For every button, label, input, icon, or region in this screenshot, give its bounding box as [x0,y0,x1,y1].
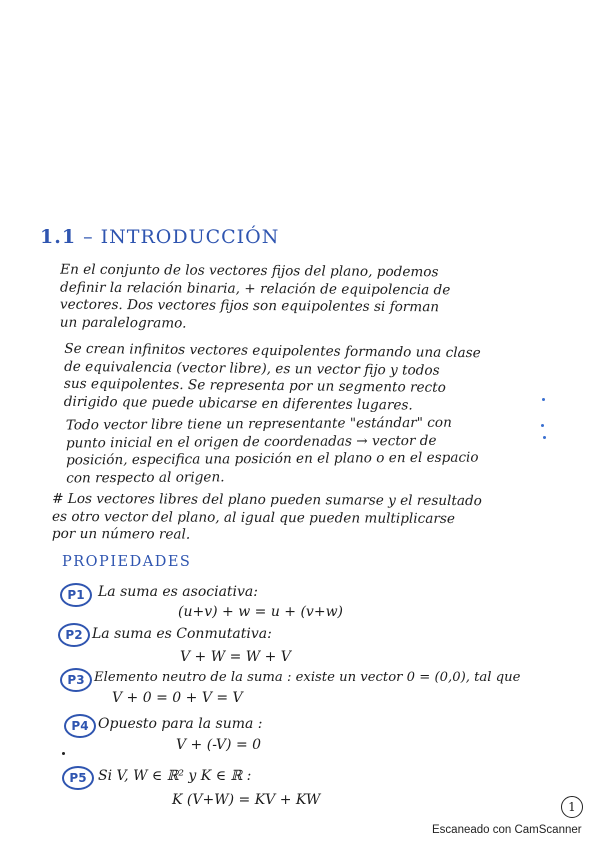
property-badge-p5: P5 [62,766,94,790]
text-line: de equivalencia (vector libre), es un vector fijo y todos [64,358,440,379]
paragraph-intro [60,262,451,335]
section-number: 1.1 [40,226,77,248]
property-text-p1: La suma es asociativa: [98,584,258,600]
property-badge-p2: P2 [58,623,90,647]
text-line: definir la relación binaria, + relación de equipolencia de [60,279,451,298]
property-badge-p3: P3 [60,668,92,692]
paragraph-representative [66,415,479,488]
paragraph-free-vector [64,341,481,415]
property-badge-p1: P1 [60,583,92,607]
property-formula-p4: V + (-V) = 0 [176,737,262,753]
text-line: En el conjunto de los vectores fijos del plano, podemos [60,261,439,281]
scanner-watermark: Escaneado con CamScanner [432,824,582,836]
text-line: punto inicial en el origen de coordenadas → vector de [65,432,437,451]
text-line: posición, especifica una posición en el plano o en el espacio [66,449,479,469]
property-text-p5: Si V, W ∈ ℝ² y K ∈ ℝ : [98,768,252,784]
ink-dot [541,424,544,427]
ink-dot [543,436,546,439]
text-line: dirigido que puede ubicarse en diferentes lugares. [63,393,413,413]
property-badge-p4: P4 [64,714,96,738]
text-line: # Los vectores libres del plano pueden sumarse y el resultado [52,490,482,510]
text-line: un paralelogramo. [59,314,187,332]
section-title: INTRODUCCIÓN [100,226,280,248]
property-formula-p2: V + W = W + V [180,649,291,665]
text-line: por un número real. [51,525,191,543]
property-text-p2: La suma es Conmutativa: [92,626,272,642]
property-text-p4: Opuesto para la suma : [98,716,263,732]
ink-dot [62,752,65,755]
property-formula-p5: K (V+W) = KV + KW [172,792,321,808]
section-heading: 1.1 – INTRODUCCIÓN [40,226,280,248]
page-number: 1 [561,796,583,818]
property-formula-p1: (u+v) + w = u + (v+w) [178,604,344,620]
property-formula-p3: V + 0 = 0 + V = V [112,690,243,706]
text-line: Todo vector libre tiene un representante "estándar" con [65,414,452,434]
paragraph-note [52,491,482,546]
text-line: sus equipolentes. Se representa por un segmento recto [63,375,446,396]
ink-dot [542,398,545,401]
text-line: Se crean infinitos vectores equipolentes formando una clase [64,340,481,362]
properties-heading: PROPIEDADES [62,554,192,570]
text-line: es otro vector del plano, al igual que pueden multiplicarse [51,508,455,527]
text-line: vectores. Dos vectores fijos son equipolentes si forman [59,296,440,316]
property-text-p3: Elemento neutro de la suma : existe un vector 0 = (0,0), tal que [94,670,521,685]
text-line: con respecto al origen. [66,468,225,486]
